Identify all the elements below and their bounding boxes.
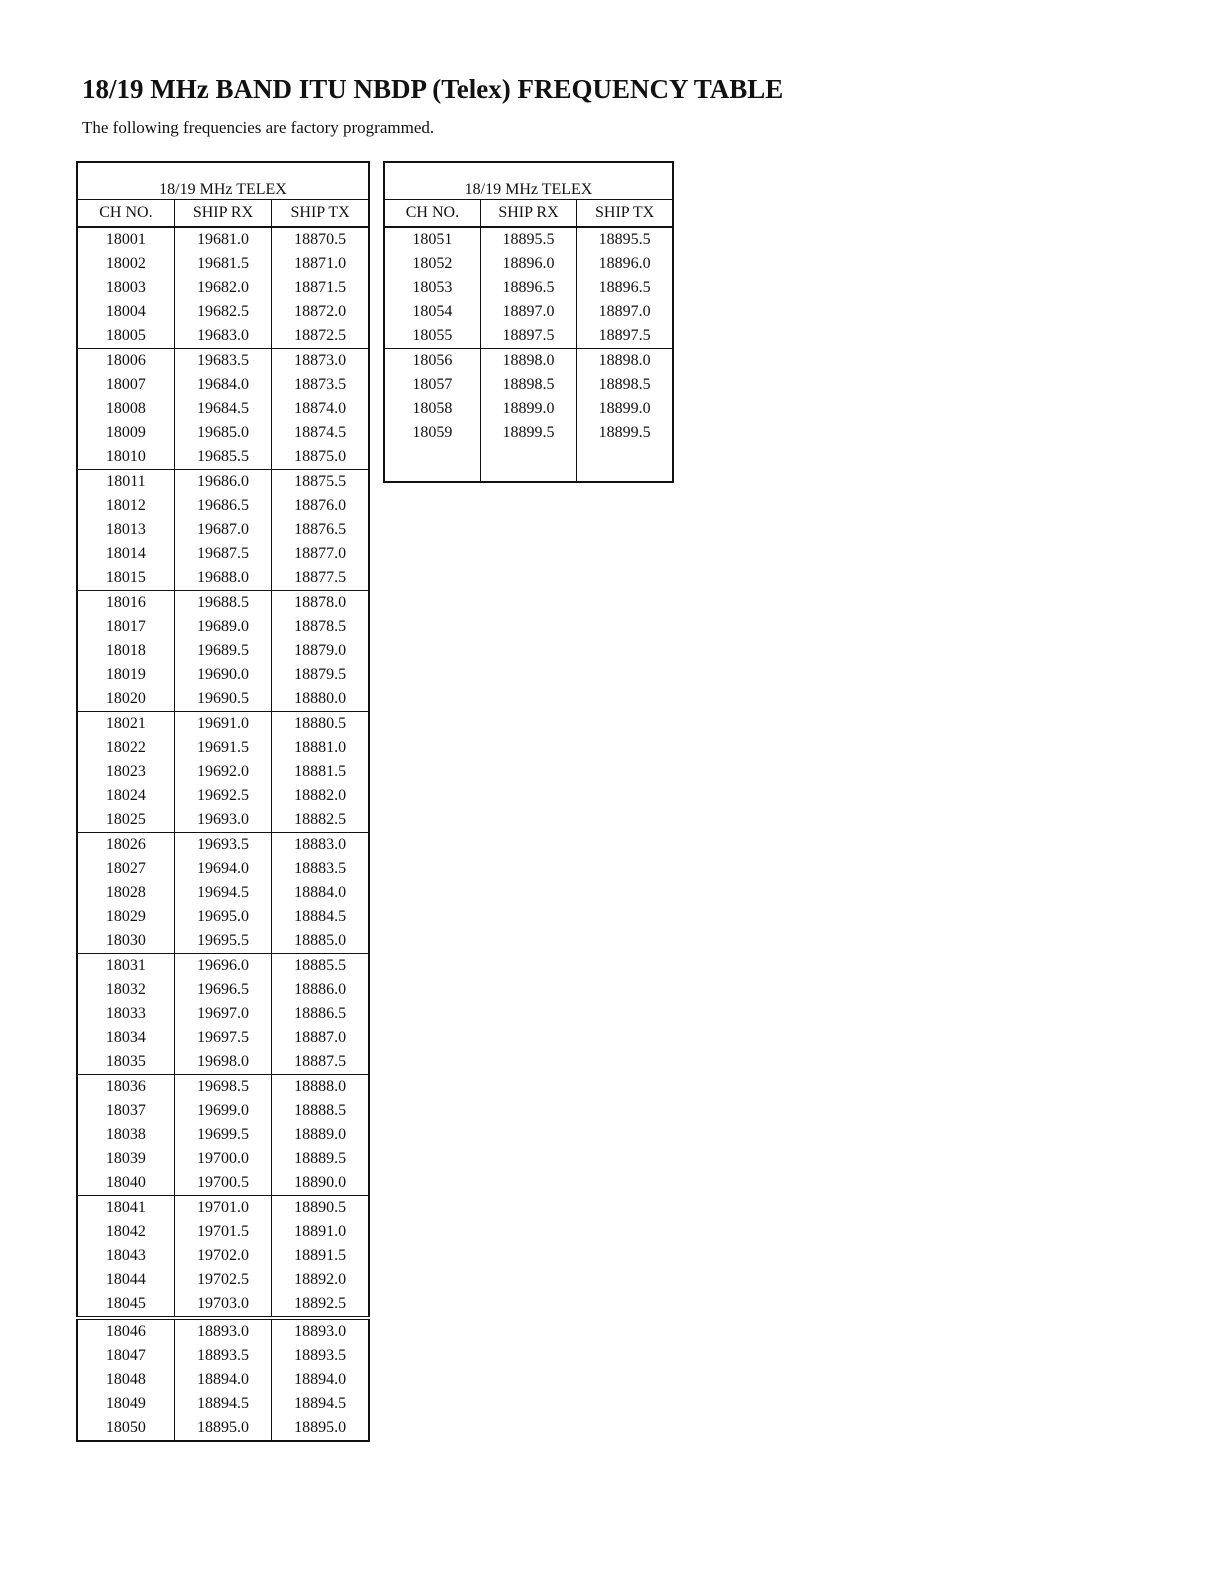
table-row (77, 494, 369, 518)
ship-tx-cell: 18885.5 (272, 954, 369, 979)
ship-rx-cell: 18894.0 (174, 1368, 271, 1392)
ch-no-cell: 18029 (77, 905, 174, 929)
ship-rx-cell: 18899.0 (480, 397, 576, 421)
table-row (77, 1344, 369, 1368)
ship-rx-cell: 18893.5 (174, 1344, 271, 1368)
ship-rx-cell: 19684.0 (174, 373, 271, 397)
table-row (77, 1392, 369, 1416)
ch-no-cell: 18008 (77, 397, 174, 421)
table-row (77, 227, 369, 252)
ch-no-cell: 18034 (77, 1026, 174, 1050)
ch-no-cell: 18042 (77, 1220, 174, 1244)
table-row (77, 324, 369, 349)
ch-no-cell: 18013 (77, 518, 174, 542)
ship-tx-cell: 18894.5 (294, 1395, 347, 1412)
page-title: 18/19 MHz BAND ITU NBDP (Telex) FREQUENCY TABLE (82, 74, 784, 104)
ch-no-cell: 18004 (77, 300, 174, 324)
ship-tx-cell: 18887.0 (294, 1029, 347, 1046)
table-row (77, 1050, 369, 1075)
table-row (384, 227, 673, 252)
ship-tx-cell: 18897.0 (598, 303, 651, 320)
ch-no-cell: 18024 (77, 784, 174, 808)
table-row (77, 421, 369, 445)
ship-rx-cell: 19693.5 (174, 833, 271, 858)
ship-tx-cell: 18877.5 (294, 569, 347, 586)
ship-rx-cell: 19697.0 (174, 1002, 271, 1026)
ship-rx-cell: 19694.0 (174, 857, 271, 881)
ship-tx-cell: 18878.5 (294, 618, 347, 635)
ch-no-cell: 18036 (77, 1075, 174, 1100)
ch-no-cell: 18051 (384, 227, 480, 252)
ship-rx-cell: 19689.0 (174, 615, 271, 639)
ch-no-cell: 18049 (77, 1392, 174, 1416)
ship-rx-cell: 19685.0 (174, 421, 271, 445)
ship-tx-cell: 18874.0 (294, 400, 347, 417)
ship-tx-cell: 18871.0 (294, 255, 347, 272)
ship-tx-cell: 18875.5 (272, 470, 369, 495)
table-row (77, 615, 369, 639)
ship-tx-cell: 18872.5 (294, 327, 347, 344)
ch-no-cell: 18011 (77, 470, 174, 495)
ship-rx-cell: 19698.5 (174, 1075, 271, 1100)
ship-rx-cell: 19688.5 (174, 591, 271, 616)
frequency-table-2 (383, 161, 674, 483)
ch-no-cell: 18012 (77, 494, 174, 518)
ship-tx-cell: 18877.0 (294, 545, 347, 562)
ch-no-cell: 18028 (77, 881, 174, 905)
table-row (384, 276, 673, 300)
ship-rx-cell: 19696.5 (174, 978, 271, 1002)
ch-no-cell: 18030 (77, 929, 174, 954)
table-row (77, 1292, 369, 1318)
ship-rx-cell: 18896.0 (480, 252, 576, 276)
table-row (77, 1368, 369, 1392)
ship-rx-cell: 19684.5 (174, 397, 271, 421)
ship-tx-cell: 18882.5 (294, 811, 347, 828)
ch-no-cell: 18040 (77, 1171, 174, 1196)
table-caption: 18/19 MHz TELEX (77, 162, 369, 200)
table-row (77, 566, 369, 591)
table-caption: 18/19 MHz TELEX (384, 162, 673, 200)
ship-tx-cell: 18875.0 (294, 448, 347, 465)
ship-rx-cell: 19681.5 (174, 252, 271, 276)
ship-rx-cell: 19682.5 (174, 300, 271, 324)
ship-rx-cell: 19699.5 (174, 1123, 271, 1147)
table-row (77, 978, 369, 1002)
ship-rx-cell: 19690.0 (174, 663, 271, 687)
ship-rx-cell: 19681.0 (174, 227, 271, 252)
ch-no-cell: 18047 (77, 1344, 174, 1368)
ship-tx-cell: 18878.0 (272, 591, 369, 616)
ch-no-cell: 18043 (77, 1244, 174, 1268)
col-header-ship-rx: SHIP RX (174, 200, 271, 228)
ship-tx-cell: 18889.0 (294, 1126, 347, 1143)
ship-tx-cell: 18884.5 (294, 908, 347, 925)
ship-tx-cell: 18883.0 (272, 833, 369, 858)
table-row (77, 1026, 369, 1050)
ship-tx-cell: 18891.0 (294, 1223, 347, 1240)
col-header-ch-no: CH NO. (77, 200, 174, 228)
ship-rx-cell: 19695.5 (174, 929, 271, 954)
ship-rx-cell: 19686.5 (174, 494, 271, 518)
ch-no-cell: 18056 (384, 349, 480, 374)
ship-tx-cell: 18872.0 (294, 303, 347, 320)
table-row (384, 349, 673, 374)
table-row (77, 905, 369, 929)
ship-rx-cell: 19700.5 (174, 1171, 271, 1196)
ch-no-cell: 18038 (77, 1123, 174, 1147)
ship-rx-cell: 19683.5 (174, 349, 271, 374)
ship-tx-cell: 18890.0 (294, 1174, 347, 1191)
ship-rx-cell: 19702.5 (174, 1268, 271, 1292)
frequency-table-1 (76, 161, 370, 1442)
table-row (384, 421, 673, 445)
ch-no-cell: 18032 (77, 978, 174, 1002)
ship-rx-cell: 19698.0 (174, 1050, 271, 1075)
ship-tx-cell: 18895.5 (598, 231, 651, 248)
table-row (77, 833, 369, 858)
ship-tx-cell: 18891.5 (294, 1247, 347, 1264)
ship-rx-cell: 19703.0 (174, 1292, 271, 1318)
table-row (77, 349, 369, 374)
table-row (77, 1002, 369, 1026)
table-row (384, 373, 673, 397)
ship-tx-cell: 18886.0 (294, 981, 347, 998)
ch-no-cell: 18009 (77, 421, 174, 445)
ship-rx-cell: 19696.0 (174, 954, 271, 979)
col-header-ship-tx: SHIP TX (272, 200, 369, 228)
ship-tx-cell: 18879.0 (294, 642, 347, 659)
ch-no-cell: 18010 (77, 445, 174, 470)
ship-tx-cell: 18894.0 (294, 1371, 347, 1388)
ship-rx-cell: 19694.5 (174, 881, 271, 905)
table-row (77, 1171, 369, 1196)
ship-tx-cell: 18897.5 (598, 327, 651, 344)
table-row (77, 639, 369, 663)
ship-tx-cell: 18880.0 (294, 690, 347, 707)
ch-no-cell: 18001 (77, 227, 174, 252)
empty-cell (577, 445, 673, 482)
ship-rx-cell: 19690.5 (174, 687, 271, 712)
table-row (77, 1123, 369, 1147)
ch-no-cell: 18059 (384, 421, 480, 445)
ship-tx-cell: 18885.0 (294, 932, 347, 949)
ship-tx-cell: 18884.0 (294, 884, 347, 901)
ch-no-cell: 18019 (77, 663, 174, 687)
ship-tx-cell: 18874.5 (294, 424, 347, 441)
ch-no-cell: 18052 (384, 252, 480, 276)
ch-no-cell: 18058 (384, 397, 480, 421)
table-row (384, 300, 673, 324)
ch-no-cell: 18016 (77, 591, 174, 616)
ch-no-cell: 18003 (77, 276, 174, 300)
ship-rx-cell: 19693.0 (174, 808, 271, 833)
col-header-ship-tx: SHIP TX (577, 200, 673, 228)
ch-no-cell: 18046 (77, 1318, 174, 1344)
ship-tx-cell: 18889.5 (294, 1150, 347, 1167)
table-row (77, 300, 369, 324)
ship-tx-cell: 18899.5 (598, 424, 651, 441)
ch-no-cell: 18023 (77, 760, 174, 784)
ch-no-cell: 18054 (384, 300, 480, 324)
empty-row (384, 445, 673, 482)
ship-rx-cell: 19695.0 (174, 905, 271, 929)
ship-rx-cell: 19692.5 (174, 784, 271, 808)
ship-tx-cell: 18888.5 (294, 1102, 347, 1119)
ch-no-cell: 18053 (384, 276, 480, 300)
ch-no-cell: 18041 (77, 1196, 174, 1221)
ch-no-cell: 18027 (77, 857, 174, 881)
ship-rx-cell: 19701.5 (174, 1220, 271, 1244)
ship-rx-cell: 19687.0 (174, 518, 271, 542)
ship-tx-cell: 18873.5 (294, 376, 347, 393)
ship-rx-cell: 18897.5 (480, 324, 576, 349)
table-row (77, 518, 369, 542)
table-row (77, 929, 369, 954)
ship-rx-cell: 19683.0 (174, 324, 271, 349)
ship-rx-cell: 19699.0 (174, 1099, 271, 1123)
ship-tx-cell: 18880.5 (272, 712, 369, 737)
ch-no-cell: 18050 (77, 1416, 174, 1441)
ship-rx-cell: 19692.0 (174, 760, 271, 784)
ch-no-cell: 18033 (77, 1002, 174, 1026)
ship-tx-cell: 18896.5 (598, 279, 651, 296)
ship-rx-cell: 19697.5 (174, 1026, 271, 1050)
ship-tx-cell: 18898.5 (598, 376, 651, 393)
ch-no-cell: 18039 (77, 1147, 174, 1171)
table-row (77, 736, 369, 760)
table-row (77, 276, 369, 300)
empty-cell (480, 445, 576, 482)
ch-no-cell: 18006 (77, 349, 174, 374)
ch-no-cell: 18021 (77, 712, 174, 737)
ship-tx-cell: 18892.5 (294, 1295, 347, 1312)
ship-tx-cell: 18876.5 (294, 521, 347, 538)
table-row (77, 1416, 369, 1441)
ship-rx-cell: 18897.0 (480, 300, 576, 324)
table-row (77, 1268, 369, 1292)
ship-tx-cell: 18873.0 (272, 349, 369, 374)
ch-no-cell: 18015 (77, 566, 174, 591)
ship-tx-cell: 18876.0 (294, 497, 347, 514)
table-row (77, 808, 369, 833)
table-row (77, 663, 369, 687)
ch-no-cell: 18055 (384, 324, 480, 349)
ch-no-cell: 18018 (77, 639, 174, 663)
ship-rx-cell: 19688.0 (174, 566, 271, 591)
ship-rx-cell: 19686.0 (174, 470, 271, 495)
ship-tx-cell: 18895.0 (294, 1419, 347, 1436)
table-row (77, 857, 369, 881)
ship-rx-cell: 18893.0 (174, 1318, 271, 1344)
ship-tx-cell: 18886.5 (294, 1005, 347, 1022)
ship-rx-cell: 18898.5 (480, 373, 576, 397)
table-row (77, 1075, 369, 1100)
table-row (77, 470, 369, 495)
table-row (77, 687, 369, 712)
table-row (77, 445, 369, 470)
ship-rx-cell: 18894.5 (174, 1392, 271, 1416)
ch-no-cell: 18002 (77, 252, 174, 276)
table-row (77, 542, 369, 566)
ship-rx-cell: 18896.5 (480, 276, 576, 300)
ship-rx-cell: 18899.5 (480, 421, 576, 445)
empty-cell (384, 445, 480, 482)
ch-no-cell: 18044 (77, 1268, 174, 1292)
ch-no-cell: 18020 (77, 687, 174, 712)
ship-tx-cell: 18898.0 (577, 349, 673, 374)
table-row (384, 324, 673, 349)
ship-rx-cell: 19700.0 (174, 1147, 271, 1171)
ship-rx-cell: 18895.5 (480, 227, 576, 252)
ch-no-cell: 18035 (77, 1050, 174, 1075)
ch-no-cell: 18007 (77, 373, 174, 397)
ship-tx-cell: 18879.5 (294, 666, 347, 683)
table-row (77, 954, 369, 979)
table-row (77, 712, 369, 737)
ch-no-cell: 18037 (77, 1099, 174, 1123)
ch-no-cell: 18022 (77, 736, 174, 760)
ship-tx-cell: 18893.5 (294, 1347, 347, 1364)
ch-no-cell: 18014 (77, 542, 174, 566)
ship-tx-cell: 18888.0 (272, 1075, 369, 1100)
ch-no-cell: 18005 (77, 324, 174, 349)
ship-tx-cell: 18890.5 (272, 1196, 369, 1221)
ch-no-cell: 18057 (384, 373, 480, 397)
ship-tx-cell: 18899.0 (598, 400, 651, 417)
table-row (77, 397, 369, 421)
table-row (77, 881, 369, 905)
ch-no-cell: 18048 (77, 1368, 174, 1392)
page-subtitle: The following frequencies are factory programmed. (82, 118, 435, 137)
ch-no-cell: 18031 (77, 954, 174, 979)
table-row (77, 1220, 369, 1244)
ship-rx-cell: 19687.5 (174, 542, 271, 566)
col-header-ship-rx: SHIP RX (480, 200, 576, 228)
table-row (77, 784, 369, 808)
ch-no-cell: 18025 (77, 808, 174, 833)
ship-tx-cell: 18893.0 (272, 1318, 369, 1344)
ship-tx-cell: 18882.0 (294, 787, 347, 804)
ship-tx-cell: 18871.5 (294, 279, 347, 296)
table-row (77, 1318, 369, 1344)
table-row (77, 760, 369, 784)
table-row (384, 252, 673, 276)
ship-rx-cell: 18895.0 (174, 1416, 271, 1441)
ship-tx-cell: 18870.5 (294, 231, 347, 248)
ship-tx-cell: 18896.0 (598, 255, 651, 272)
col-header-ch-no: CH NO. (384, 200, 480, 228)
table-row (77, 1196, 369, 1221)
ship-rx-cell: 19685.5 (174, 445, 271, 470)
ship-rx-cell: 18898.0 (480, 349, 576, 374)
ship-rx-cell: 19682.0 (174, 276, 271, 300)
ship-rx-cell: 19691.0 (174, 712, 271, 737)
ship-rx-cell: 19702.0 (174, 1244, 271, 1268)
ship-tx-cell: 18892.0 (294, 1271, 347, 1288)
ship-rx-cell: 19689.5 (174, 639, 271, 663)
table-row (77, 1099, 369, 1123)
table-row (77, 591, 369, 616)
ship-rx-cell: 19701.0 (174, 1196, 271, 1221)
ship-rx-cell: 19691.5 (174, 736, 271, 760)
ship-tx-cell: 18881.0 (294, 739, 347, 756)
ch-no-cell: 18017 (77, 615, 174, 639)
table-row (77, 1147, 369, 1171)
ch-no-cell: 18026 (77, 833, 174, 858)
ship-tx-cell: 18887.5 (294, 1053, 347, 1070)
table-row (77, 252, 369, 276)
table-row (77, 1244, 369, 1268)
ch-no-cell: 18045 (77, 1292, 174, 1318)
table-row (384, 397, 673, 421)
table-row (77, 373, 369, 397)
ship-tx-cell: 18883.5 (294, 860, 347, 877)
ship-tx-cell: 18881.5 (294, 763, 347, 780)
